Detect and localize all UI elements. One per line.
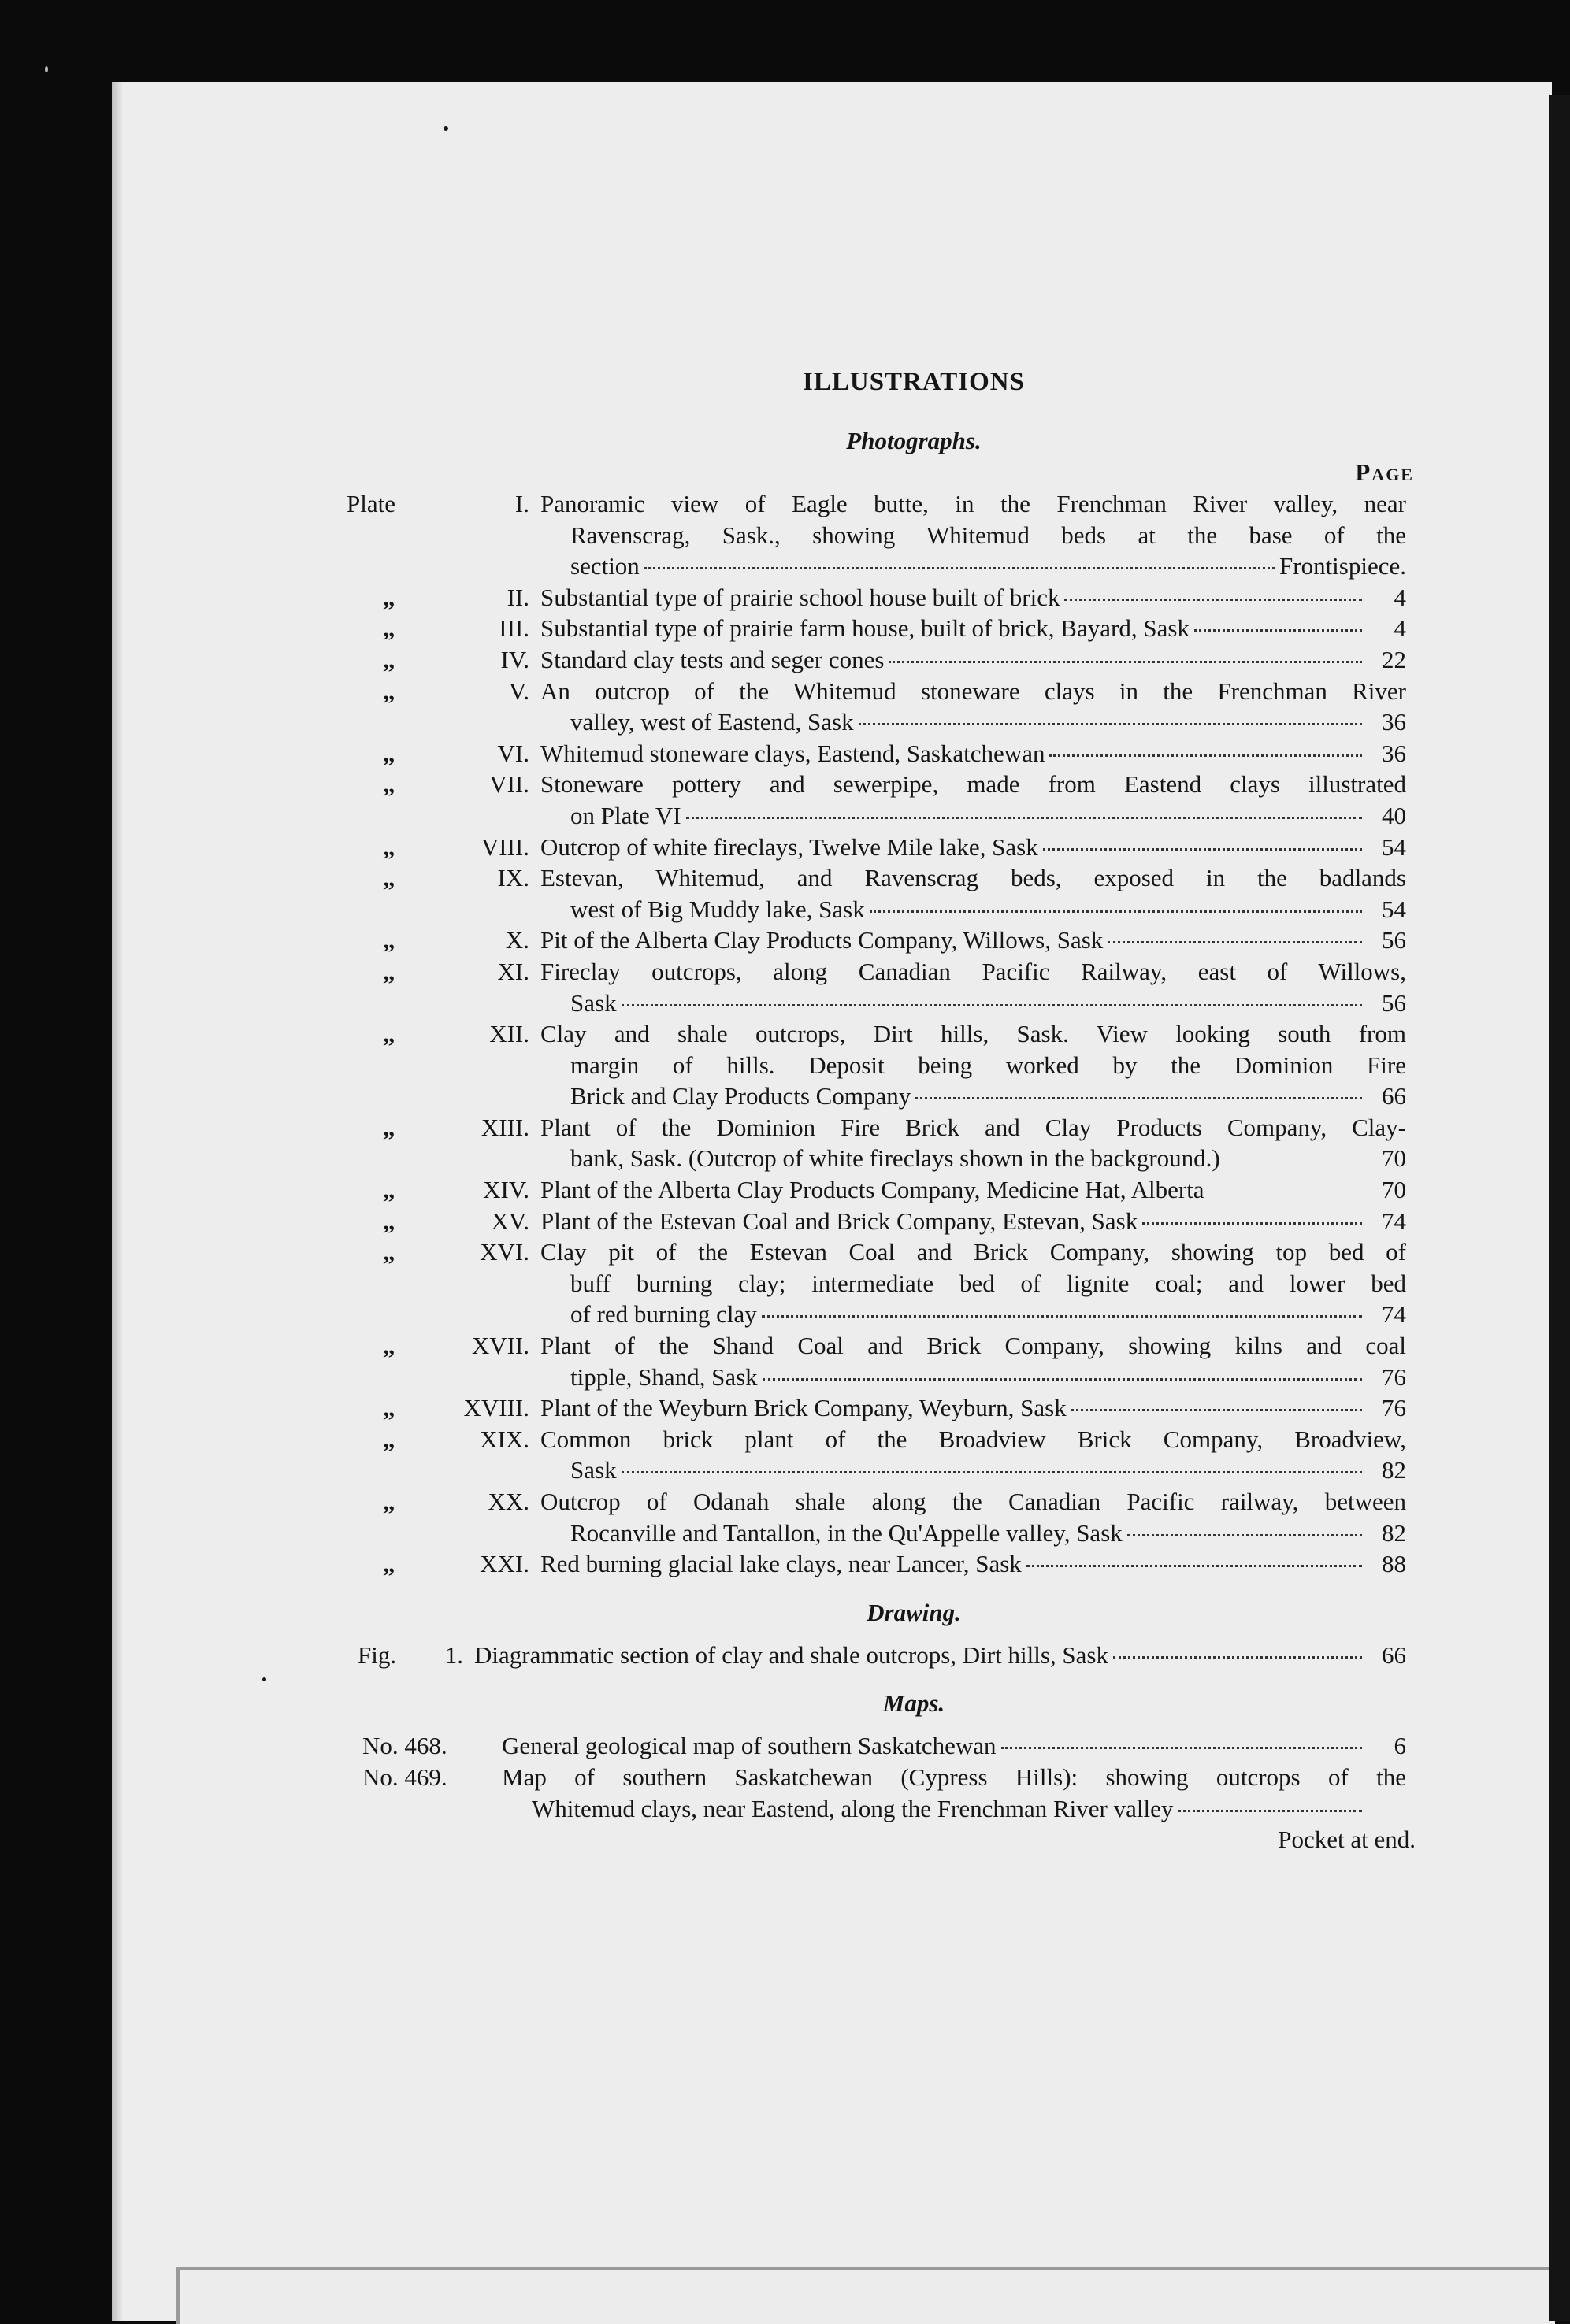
plate-entry [347,488,1406,582]
plate-entry [347,644,1406,676]
dot-leader [686,817,1362,819]
dot-leader [1178,1810,1362,1812]
page-number: 36 [1382,708,1406,736]
plate-entry [347,1548,1406,1580]
description-text: Sask [570,1456,617,1484]
ditto-mark: „ [383,832,395,861]
page-number: 88 [1382,1550,1406,1578]
page-title: ILLUSTRATIONS [803,368,1025,396]
maps-list [347,1730,1406,1824]
dot-leader [859,723,1362,725]
section-title-maps: Maps. [882,1689,945,1718]
description-text: of red burning clay [570,1300,757,1329]
plate-number: XI. [497,957,529,985]
description-last-line [540,1392,1406,1424]
page-column-heading: Page [1355,458,1414,486]
ditto-mark: „ [383,1113,395,1141]
description-text: Standard clay tests and seger cones [540,645,885,673]
entry-description [540,832,1406,863]
plate-entry [347,1486,1406,1548]
description-text: Diagrammatic section of clay and shale outcrops, Dirt hills, Sask [474,1640,1108,1669]
plate-number: XIV. [483,1176,529,1204]
plate-number: XVII. [471,1332,529,1360]
plate-number: XV. [491,1206,529,1235]
plate-number: I. [514,490,529,517]
page-number: 66 [1382,1640,1406,1669]
dot-leader [1049,754,1362,757]
dust-speck [45,66,48,72]
page-number: 36 [1382,739,1406,767]
plate-entry [347,676,1406,738]
ditto-mark: „ [383,1550,395,1578]
description-line [540,1424,1406,1455]
description-text: valley, west of Eastend, Sask [570,708,854,736]
ditto-mark: „ [383,864,395,892]
plate-number: IX. [497,864,529,892]
description-last-line [502,1793,1406,1825]
description-text: Clay and shale outcrops, Dirt hills, Sask. View looking south from [540,1020,1406,1048]
plate-entry [347,582,1406,613]
entry-description [540,1392,1406,1424]
description-text: Estevan, Whitemud, and Ravenscrag beds, exposed in the badlands [540,864,1406,892]
underlying-sheet-edge [176,2267,1555,2324]
page-number: 56 [1382,926,1406,954]
ditto-mark: „ [383,1488,395,1515]
entry-description [474,1640,1406,1671]
description-line [540,1330,1406,1362]
description-line [540,1268,1406,1299]
description-line [540,1236,1406,1268]
entry-description [540,644,1406,676]
entry-description [540,1424,1406,1486]
description-text: Plant of the Dominion Fire Brick and Clay Products Company, Clay- [540,1113,1406,1141]
entry-description [540,1112,1406,1174]
description-text: Pit of the Alberta Clay Products Company, Willows, Sask [540,926,1104,954]
entry-description [540,862,1406,925]
description-last-line [474,1640,1406,1671]
plate-entry [347,1018,1406,1112]
page-number: 4 [1394,614,1406,643]
dot-leader [915,1097,1362,1099]
plate-entry [347,956,1406,1018]
page-number: 76 [1382,1394,1406,1422]
map-number: No. 469. [362,1762,447,1791]
description-last-line [540,1206,1406,1237]
description-last-line [540,832,1406,863]
description-text: Whitemud clays, near Eastend, along the Frenchman River valley [532,1794,1174,1822]
page-number: 76 [1382,1362,1406,1391]
dot-leader [1113,1656,1362,1659]
description-text: Plant of the Shand Coal and Brick Company, showing kilns and coal [540,1332,1406,1360]
page-number: 54 [1382,895,1406,923]
dot-leader [889,661,1362,663]
plate-number: III. [499,614,529,643]
plate-entry [347,1174,1406,1206]
description-line [540,676,1406,707]
entry-description [540,1236,1406,1330]
ditto-mark: „ [383,1425,395,1453]
plate-number: XIX. [480,1425,529,1453]
page-number: 70 [1382,1176,1406,1204]
dust-speck [444,126,448,131]
scan-border-right [1549,95,1570,2321]
description-line [540,956,1406,988]
ditto-mark: „ [383,1176,395,1204]
dot-leader [762,1315,1362,1318]
plate-number: V. [508,676,529,705]
description-text: west of Big Muddy lake, Sask [570,895,865,923]
page-number: 40 [1382,801,1406,829]
page-number: 4 [1394,583,1406,611]
plate-entry [347,1236,1406,1330]
description-text: Substantial type of prairie school house built of brick [540,583,1060,611]
drawing-entry [358,1640,1406,1671]
entry-description [540,1486,1406,1548]
description-last-line [540,1080,1406,1112]
plate-number: XVIII. [463,1394,529,1422]
description-last-line [540,1174,1406,1206]
description-last-line [540,800,1406,832]
description-last-line [540,894,1406,925]
dot-leader [1142,1222,1362,1225]
description-line [540,1018,1406,1050]
entry-description [502,1730,1406,1762]
plate-entry [347,1206,1406,1237]
description-text: Plant of the Estevan Coal and Brick Company, Estevan, Sask [540,1206,1138,1235]
description-last-line [540,1299,1406,1330]
plate-entry [347,1112,1406,1174]
plate-number: VI. [497,739,529,767]
ditto-mark: „ [383,1332,395,1360]
ditto-mark: „ [383,770,395,799]
section-title-photographs: Photographs. [846,427,982,454]
dot-leader [1071,1409,1362,1411]
description-line [540,769,1406,800]
description-text: Panoramic view of Eagle butte, in the Frenchman River valley, near [540,490,1406,517]
plate-number: X. [505,926,529,954]
plate-entry [347,925,1406,956]
description-last-line [540,1362,1406,1393]
description-text: Ravenscrag, Sask., showing Whitemud beds at the base of the [570,521,1406,549]
description-last-line [540,706,1406,738]
drawings-list [347,1640,1406,1671]
description-last-line [540,925,1406,956]
ditto-mark: „ [383,739,395,767]
description-last-line [540,1548,1406,1580]
description-line [540,1112,1406,1143]
pocket-note: Pocket at end. [1278,1825,1416,1854]
page-number: 70 [1382,1144,1406,1173]
ditto-mark: „ [383,1394,395,1422]
page-number: 54 [1382,832,1406,861]
description-text: section [570,552,640,580]
description-last-line [540,550,1406,582]
description-line [540,520,1406,551]
description-text: Fireclay outcrops, along Canadian Pacific Railway, east of Willows, [540,957,1406,985]
description-line [502,1762,1406,1793]
description-text: Stoneware pottery and sewerpipe, made from Eastend clays illustrated [540,770,1406,799]
ditto-mark: „ [383,957,395,985]
description-text: Outcrop of white fireclays, Twelve Mile lake, Sask [540,832,1038,861]
map-number: No. 468. [362,1732,447,1760]
description-text: Sask [570,988,617,1017]
entry-description [502,1762,1406,1824]
plate-number: II. [507,583,529,611]
entry-description [540,676,1406,738]
figure-number: 1. [444,1640,463,1669]
dot-leader [1194,629,1362,632]
plate-entry [347,1424,1406,1486]
description-text: An outcrop of the Whitemud stoneware clays in the Frenchman River [540,676,1406,705]
dot-leader [1043,848,1362,851]
plate-number: XXI. [480,1550,529,1578]
plate-number: XIII. [481,1113,529,1141]
page-number: 6 [1394,1732,1406,1760]
ditto-mark: „ [383,676,395,705]
plate-entry [347,862,1406,925]
dot-leader [1064,599,1362,601]
plate-number: XX. [488,1488,529,1515]
description-last-line [540,1143,1406,1174]
description-text: Rocanville and Tantallon, in the Qu'Appelle valley, Sask [570,1518,1123,1547]
entry-description [540,956,1406,1018]
description-last-line [540,644,1406,676]
description-line [540,1486,1406,1518]
map-entry [362,1762,1406,1824]
description-text: bank, Sask. (Outcrop of white fireclays shown in the background.) [570,1144,1220,1173]
plate-number: VII. [489,770,529,799]
description-last-line [502,1730,1406,1762]
description-text: buff burning clay; intermediate bed of lignite coal; and lower bed [570,1269,1406,1297]
description-line [540,862,1406,894]
description-line [540,1050,1406,1081]
description-text: Plant of the Weyburn Brick Company, Weyburn, Sask [540,1394,1067,1422]
description-text: Outcrop of Odanah shale along the Canadian Pacific railway, between [540,1488,1406,1515]
plate-number: IV. [500,645,529,673]
description-text: Brick and Clay Products Company [570,1082,911,1110]
page-number: 66 [1382,1082,1406,1110]
section-title-drawing: Drawing. [867,1598,961,1626]
description-text: Common brick plant of the Broadview Brick Company, Broadview, [540,1425,1406,1453]
plate-entry [347,738,1406,769]
entry-description [540,1174,1406,1206]
description-text: tipple, Shand, Sask [570,1362,758,1391]
ditto-mark: „ [383,926,395,954]
ditto-mark: „ [383,1020,395,1048]
dot-leader [1108,941,1362,943]
ditto-mark: „ [383,645,395,673]
description-last-line [540,1518,1406,1549]
plates-list [347,488,1406,1580]
entry-description [540,613,1406,644]
plate-label: Plate [347,490,395,517]
description-last-line [540,613,1406,644]
plate-number: VIII. [481,832,529,861]
ditto-mark: „ [383,583,395,611]
dot-leader [763,1378,1362,1381]
description-last-line [540,988,1406,1019]
description-text: Map of southern Saskatchewan (Cypress Hills): showing outcrops of the [502,1762,1406,1791]
dot-leader [870,910,1362,913]
plate-entry [347,613,1406,644]
dot-leader [1127,1534,1362,1536]
description-last-line [540,738,1406,769]
plate-entry [347,832,1406,863]
description-text: margin of hills. Deposit being worked by the Dominion Fire [570,1051,1406,1079]
page-number: 82 [1382,1456,1406,1484]
dot-leader [644,567,1275,569]
plate-entry [347,1392,1406,1424]
ditto-mark: „ [383,1238,395,1266]
page-edge-shadow [112,82,123,2321]
description-text: Clay pit of the Estevan Coal and Brick Company, showing top bed of [540,1238,1406,1266]
plate-number: XII. [489,1020,529,1048]
entry-description [540,1018,1406,1112]
plate-number: XVI. [480,1238,529,1266]
description-text: on Plate VI [570,801,681,829]
ditto-mark: „ [383,614,395,643]
entry-description [540,738,1406,769]
page-number: 74 [1382,1206,1406,1235]
dot-leader [1001,1747,1362,1749]
illustrations-list [347,359,1416,1855]
dot-leader [622,1471,1362,1473]
page-number: 82 [1382,1518,1406,1547]
dust-speck [262,1677,266,1681]
description-text: Plant of the Alberta Clay Products Company, Medicine Hat, Alberta [540,1176,1204,1204]
page-number: 74 [1382,1300,1406,1329]
entry-description [540,488,1406,582]
description-last-line [540,1455,1406,1486]
entry-description [540,1206,1406,1237]
dot-leader [1026,1565,1362,1567]
description-line [540,488,1406,520]
entry-description [540,1548,1406,1580]
description-last-line [540,582,1406,613]
entry-description [540,769,1406,831]
figure-label: Fig. [358,1640,397,1669]
description-text: General geological map of southern Saskatchewan [502,1732,997,1760]
dot-leader [622,1004,1362,1006]
page-number: 56 [1382,988,1406,1017]
map-entry [362,1730,1406,1762]
description-text: Substantial type of prairie farm house, built of brick, Bayard, Sask [540,614,1190,643]
ditto-mark: „ [383,1206,395,1235]
description-text: Whitemud stoneware clays, Eastend, Saskatchewan [540,739,1045,767]
entry-description [540,582,1406,613]
entry-description [540,1330,1406,1392]
plate-entry [347,769,1406,831]
page-number: 22 [1382,645,1406,673]
page-number: Frontispiece. [1279,552,1406,580]
description-text: Red burning glacial lake clays, near Lancer, Sask [540,1550,1022,1578]
entry-description [540,925,1406,956]
plate-entry [347,1330,1406,1392]
